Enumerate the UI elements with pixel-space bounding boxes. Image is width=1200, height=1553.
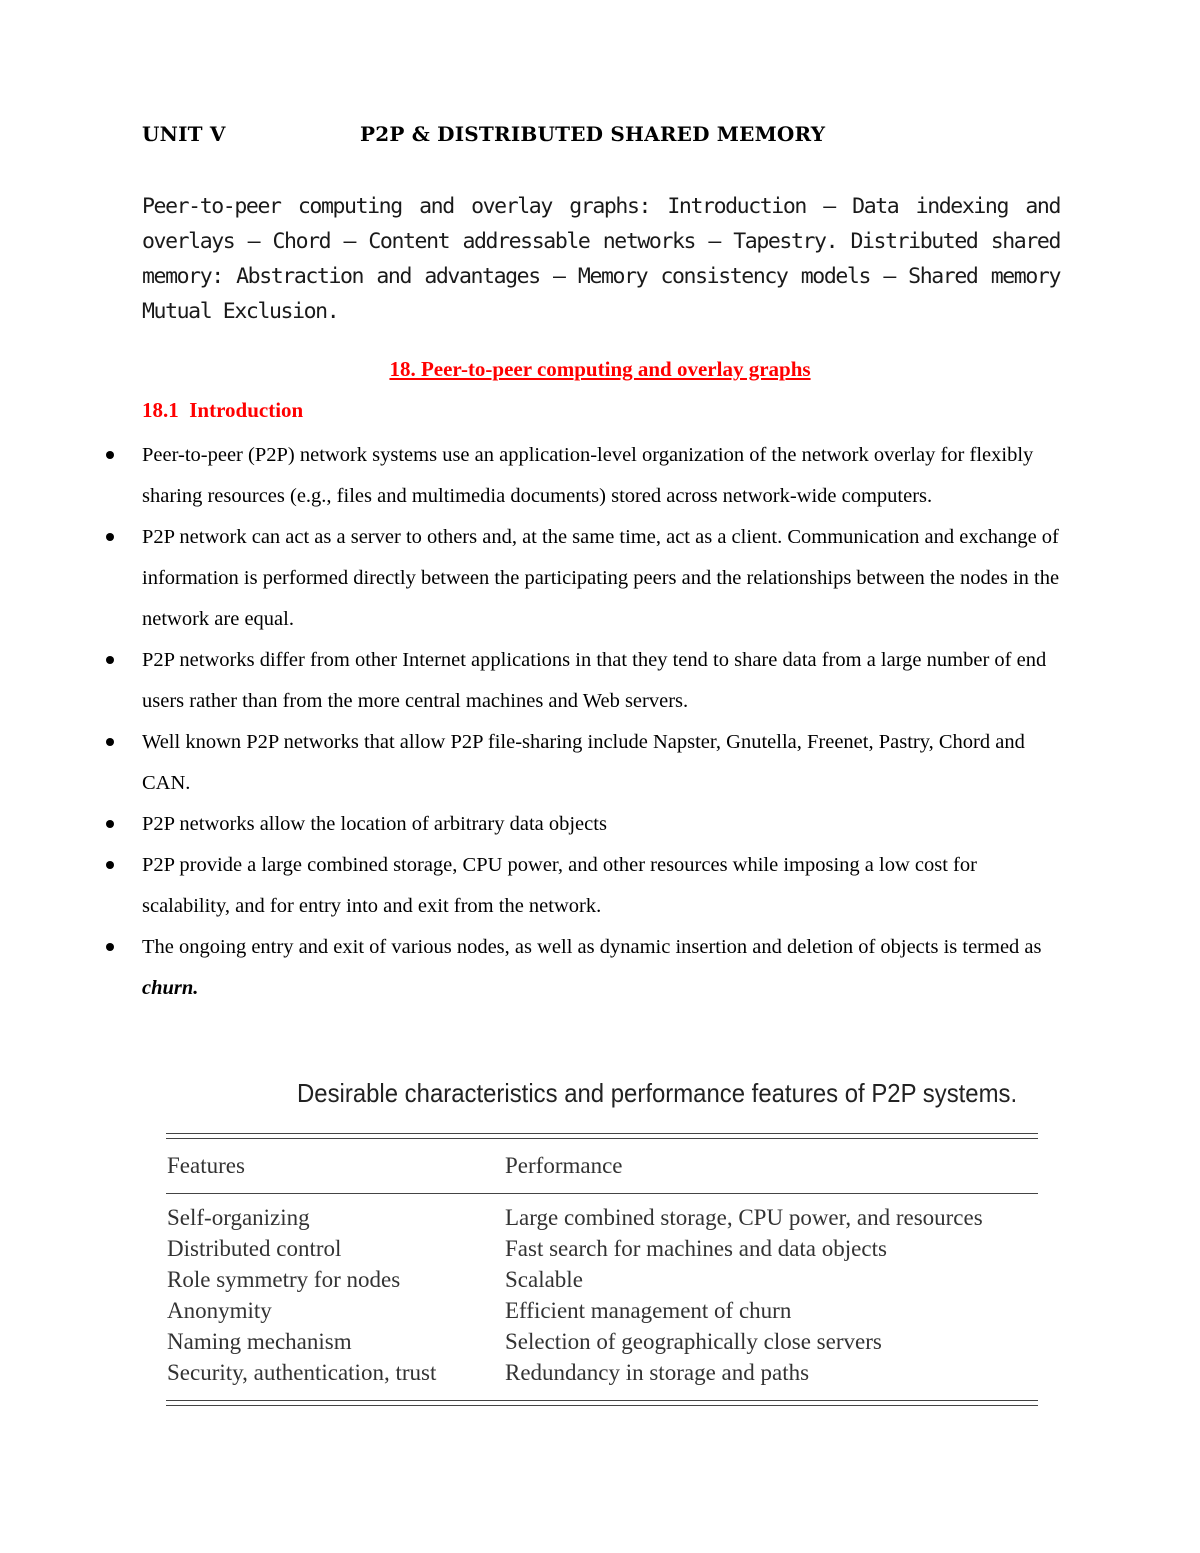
table-row bbox=[0, 1205, 1200, 1236]
table-row bbox=[0, 1360, 1200, 1391]
table-row bbox=[0, 1267, 1200, 1298]
table-top-rule-double bbox=[166, 1138, 1038, 1139]
feature-cell: Security, authentication, trust bbox=[167, 1360, 437, 1385]
bullet-text: P2P provide a large combined storage, CPU power, and other resources while imposing a low cost for scalability, and for entry into and exit from the network. bbox=[142, 854, 977, 917]
bullet-item bbox=[0, 640, 1062, 722]
table-header-features: Features bbox=[167, 1153, 245, 1178]
churn-period: . bbox=[193, 977, 199, 999]
bullet-text: P2P networks allow the location of arbitrary data objects bbox=[142, 813, 607, 835]
performance-cell: Efficient management of churn bbox=[505, 1298, 792, 1323]
performance-cell: Selection of geographically close servers bbox=[505, 1329, 882, 1354]
feature-cell: Anonymity bbox=[167, 1298, 272, 1323]
bullet-item bbox=[0, 722, 1062, 804]
bullet-text: P2P networks differ from other Internet applications in that they tend to share data from a large number of end users rather than from the more central machines and Web servers. bbox=[142, 649, 1047, 712]
feature-cell: Naming mechanism bbox=[167, 1329, 352, 1354]
table-row bbox=[0, 1236, 1200, 1267]
bullet-item bbox=[0, 927, 1062, 1009]
section-title: 18. Peer-to-peer computing and overlay graphs bbox=[389, 357, 811, 381]
feature-cell: Distributed control bbox=[167, 1236, 342, 1261]
subsection-title: 18.1 Introduction bbox=[142, 398, 304, 422]
feature-cell: Role symmetry for nodes bbox=[167, 1267, 401, 1292]
bullet-dot-icon bbox=[106, 533, 114, 541]
table-header-rule bbox=[166, 1193, 1038, 1194]
table-row bbox=[0, 1329, 1200, 1360]
table-header-performance: Performance bbox=[505, 1153, 623, 1178]
bullet-text: P2P network can act as a server to others and, at the same time, act as a client. Communication and exchange of information is performed directly between the participating peers and the relationships between the nodes in the network are equal. bbox=[142, 526, 1060, 630]
bullet-item bbox=[0, 517, 1062, 640]
unit-label: UNIT V bbox=[142, 122, 226, 146]
syllabus-paragraph: Peer-to-peer computing and overlay graphs: Introduction – Data indexing and overlays – Chord – Content addressable networks – Tapestry. Distributed shared memory: Abstraction and advantages – Memory consistency models – Shared memory Mutual Exclusion. bbox=[142, 194, 1060, 324]
bullet-text: Peer-to-peer (P2P) network systems use an application-level organization of the network overlay for flexibly sharing resources (e.g., files and multimedia documents) stored across network-wide computers. bbox=[142, 444, 1034, 507]
table-body bbox=[0, 1205, 1200, 1391]
bullet-dot-icon bbox=[106, 861, 114, 869]
bullet-dot-icon bbox=[106, 943, 114, 951]
bullet-text: The ongoing entry and exit of various nodes, as well as dynamic insertion and deletion of objects is termed as bbox=[142, 936, 1042, 958]
performance-cell: Large combined storage, CPU power, and resources bbox=[505, 1205, 983, 1230]
bullet-dot-icon bbox=[106, 656, 114, 664]
bullet-dot-icon bbox=[106, 451, 114, 459]
bullet-dot-icon bbox=[106, 820, 114, 828]
performance-cell: Redundancy in storage and paths bbox=[505, 1360, 810, 1385]
bullet-item bbox=[0, 435, 1062, 517]
unit-title: P2P & DISTRIBUTED SHARED MEMORY bbox=[360, 122, 826, 146]
bullet-text: Well known P2P networks that allow P2P file-sharing include Napster, Gnutella, Freenet, Pastry, Chord and CAN. bbox=[142, 731, 1025, 794]
table-bottom-rule-double bbox=[166, 1405, 1038, 1406]
table-bottom-rule bbox=[166, 1400, 1038, 1401]
performance-cell: Scalable bbox=[505, 1267, 583, 1292]
bullet-item bbox=[0, 804, 1062, 845]
bullet-list bbox=[0, 435, 1200, 1009]
table-row bbox=[0, 1298, 1200, 1329]
bullet-dot-icon bbox=[106, 738, 114, 746]
churn-term: churn bbox=[142, 977, 194, 999]
table-caption: Desirable characteristics and performance features of P2P systems. bbox=[297, 1078, 1018, 1108]
feature-cell: Self-organizing bbox=[167, 1205, 310, 1230]
bullet-item bbox=[0, 845, 1062, 927]
table-top-rule bbox=[166, 1133, 1038, 1134]
performance-cell: Fast search for machines and data objects bbox=[505, 1236, 887, 1261]
